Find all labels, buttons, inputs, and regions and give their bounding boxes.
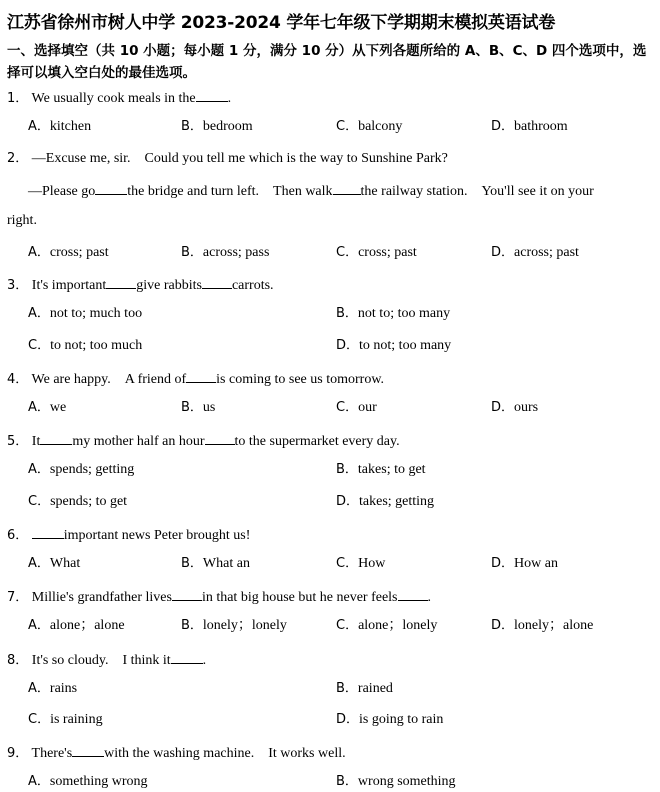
option-4a[interactable]: A．we [28, 400, 67, 415]
answer-blank [171, 650, 203, 664]
option-4b[interactable]: B．us [181, 400, 216, 415]
option-8a[interactable]: A．rains [28, 681, 78, 696]
question-3: 3． It's important give rabbits carrots. [7, 275, 274, 295]
answer-blank [40, 431, 72, 445]
option-7d[interactable]: D．lonely；alone [491, 618, 594, 633]
answer-blank [172, 587, 202, 601]
option-7a[interactable]: A．alone；alone [28, 618, 125, 633]
option-6b[interactable]: B．What an [181, 556, 250, 571]
option-1b[interactable]: B．bedroom [181, 119, 253, 134]
answer-blank [72, 743, 104, 757]
option-8c[interactable]: C．is raining [28, 712, 103, 727]
option-5a[interactable]: A．spends; getting [28, 462, 135, 477]
option-1c[interactable]: C．balcony [336, 119, 403, 134]
question-2-line-2: —Please go the bridge and turn left. Then walk the railway station. You'll see it on your [28, 181, 594, 201]
option-1d[interactable]: D．bathroom [491, 119, 568, 134]
option-2b[interactable]: B．across; pass [181, 245, 270, 260]
option-9a[interactable]: A．something wrong [28, 774, 148, 789]
option-3b[interactable]: B．not to; too many [336, 306, 451, 321]
option-8d[interactable]: D．is going to rain [336, 712, 444, 727]
option-4c[interactable]: C．our [336, 400, 377, 415]
answer-blank [32, 525, 64, 539]
answer-blank [398, 587, 428, 601]
option-1a[interactable]: A．kitchen [28, 119, 92, 134]
option-6a[interactable]: A．What [28, 556, 81, 571]
option-2d[interactable]: D．across; past [491, 245, 579, 260]
page-title: 江苏省徐州市树人中学 2023-2024 学年七年级下学期期末模拟英语试卷 [7, 13, 556, 33]
answer-blank [95, 181, 127, 195]
option-6d[interactable]: D．How an [491, 556, 558, 571]
option-2a[interactable]: A．cross; past [28, 245, 109, 260]
question-8: 8． It's so cloudy. I think it . [7, 650, 206, 670]
answer-blank [205, 431, 235, 445]
option-6c[interactable]: C．How [336, 556, 386, 571]
option-8b[interactable]: B．rained [336, 681, 393, 696]
option-3a[interactable]: A．not to; much too [28, 306, 143, 321]
option-5b[interactable]: B．takes; to get [336, 462, 426, 477]
question-2-line-3: right. [7, 213, 37, 228]
question-5: 5． It my mother half an hour to the supermarket every day. [7, 431, 400, 451]
option-7b[interactable]: B．lonely；lonely [181, 618, 287, 633]
answer-blank [196, 88, 228, 102]
question-4: 4． We are happy. A friend of is coming to see us tomorrow. [7, 369, 384, 389]
question-1: 1． We usually cook meals in the . [7, 88, 231, 108]
question-2: 2． —Excuse me, sir. Could you tell me which is the way to Sunshine Park? [7, 151, 448, 166]
answer-blank [333, 181, 361, 195]
question-9: 9． There's with the washing machine. It works well. [7, 743, 346, 763]
option-5c[interactable]: C．spends; to get [28, 494, 128, 509]
option-3c[interactable]: C．to not; too much [28, 338, 143, 353]
option-5d[interactable]: D．takes; getting [336, 494, 435, 509]
answer-blank [202, 275, 232, 289]
question-7: 7． Millie's grandfather lives in that big house but he never feels . [7, 587, 431, 607]
option-9b[interactable]: B．wrong something [336, 774, 456, 789]
answer-blank [106, 275, 136, 289]
answer-blank [186, 369, 216, 383]
option-2c[interactable]: C．cross; past [336, 245, 417, 260]
option-4d[interactable]: D．ours [491, 400, 539, 415]
option-7c[interactable]: C．alone；lonely [336, 618, 438, 633]
question-6: 6． important news Peter brought us! [7, 525, 250, 545]
option-3d[interactable]: D．to not; too many [336, 338, 452, 353]
section-instruction: 一、选择填空（共 10 小题；每小题 1 分，满分 10 分）从下列各题所给的 A、B、C、D 四个选项中，选择可以填入空白处的最佳选项。 [7, 43, 647, 81]
